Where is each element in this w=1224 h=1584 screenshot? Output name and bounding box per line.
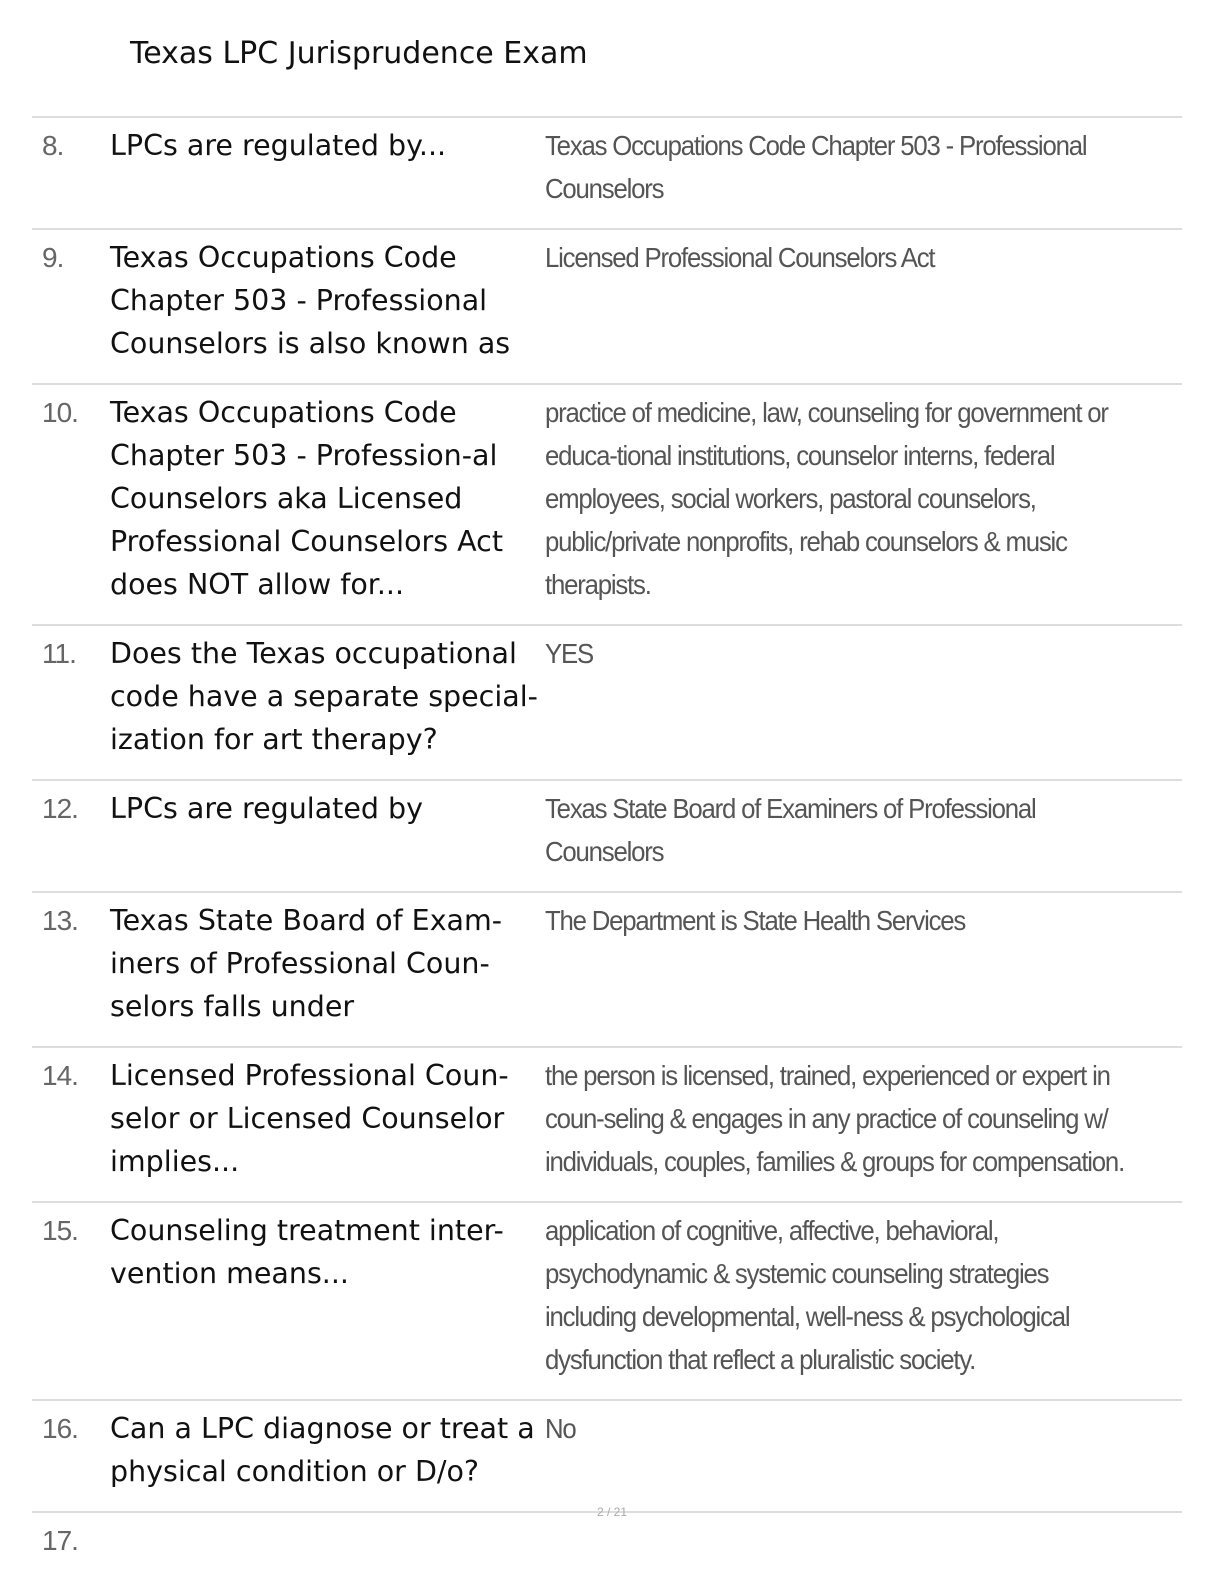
answer-text: Texas Occupations Code Chapter 503 - Professional Counselors xyxy=(545,130,1087,204)
term-number: 9. xyxy=(42,242,64,273)
question-text: Texas Occupations Code Chapter 503 - Professional Counselors is also known as xyxy=(110,241,511,360)
table-row xyxy=(32,230,1182,385)
answer-text: practice of medicine, law, counseling for government or educa-tional institutions, counselor interns, federal employees, social workers, pastoral counselors, public/private nonprofits, rehab counselors & music therapists. xyxy=(545,397,1108,600)
answer-text: Licensed Professional Counselors Act xyxy=(545,242,935,273)
question-text: LPCs are regulated by xyxy=(110,792,423,825)
question-text xyxy=(110,1519,545,1562)
table-row xyxy=(32,1203,1182,1401)
term-number: 14. xyxy=(42,1060,78,1091)
question-text: Texas State Board of Exam-iners of Professional Coun-selors falls under xyxy=(110,904,503,1023)
answer-text xyxy=(545,1519,1131,1562)
question-text: Does the Texas occupational code have a separate special-ization for art therapy? xyxy=(110,637,538,756)
table-row xyxy=(32,626,1182,781)
question-text: Texas Occupations Code Chapter 503 - Profession-al Counselors aka Licensed Professional Counselors Act does NOT allow for... xyxy=(110,396,504,601)
term-number: 16. xyxy=(42,1413,78,1444)
answer-text: The Department is State Health Services xyxy=(545,905,966,936)
answer-text: Texas State Board of Examiners of Professional Counselors xyxy=(545,793,1036,867)
question-text: Can a LPC diagnose or treat a physical condition or D/o? xyxy=(110,1412,535,1488)
table-row xyxy=(32,1401,1182,1513)
answer-text: YES xyxy=(545,638,593,669)
table-row xyxy=(32,893,1182,1048)
table-row xyxy=(32,1513,1182,1580)
answer-text: No xyxy=(545,1413,576,1444)
table-row xyxy=(32,385,1182,626)
term-number: 12. xyxy=(42,793,78,824)
question-text: Counseling treatment inter-vention means... xyxy=(110,1214,504,1290)
table-row xyxy=(32,118,1182,230)
table-row xyxy=(32,781,1182,893)
question-text: LPCs are regulated by... xyxy=(110,129,447,162)
term-number: 11. xyxy=(42,638,76,669)
page-number: 2 / 21 xyxy=(596,1505,628,1519)
answer-text: application of cognitive, affective, behavioral, psychodynamic & systemic counseling strategies including developmental, well-ness & psychological dysfunction that reflect a pluralistic society. xyxy=(545,1215,1070,1375)
question-text: Licensed Professional Coun-selor or Licensed Counselor implies... xyxy=(110,1059,509,1178)
term-number: 15. xyxy=(42,1215,78,1246)
table-row xyxy=(32,1048,1182,1203)
term-number: 13. xyxy=(42,905,78,936)
page-title: Texas LPC Jurisprudence Exam xyxy=(130,36,588,71)
term-number: 10. xyxy=(42,397,78,428)
flashcard-table xyxy=(32,116,1182,1580)
answer-text: the person is licensed, trained, experienced or expert in coun-seling & engages in any practice of counseling w/ individuals, couples, families & groups for compensation. xyxy=(545,1060,1125,1177)
term-number: 8. xyxy=(42,130,64,161)
term-number: 17. xyxy=(42,1525,78,1556)
